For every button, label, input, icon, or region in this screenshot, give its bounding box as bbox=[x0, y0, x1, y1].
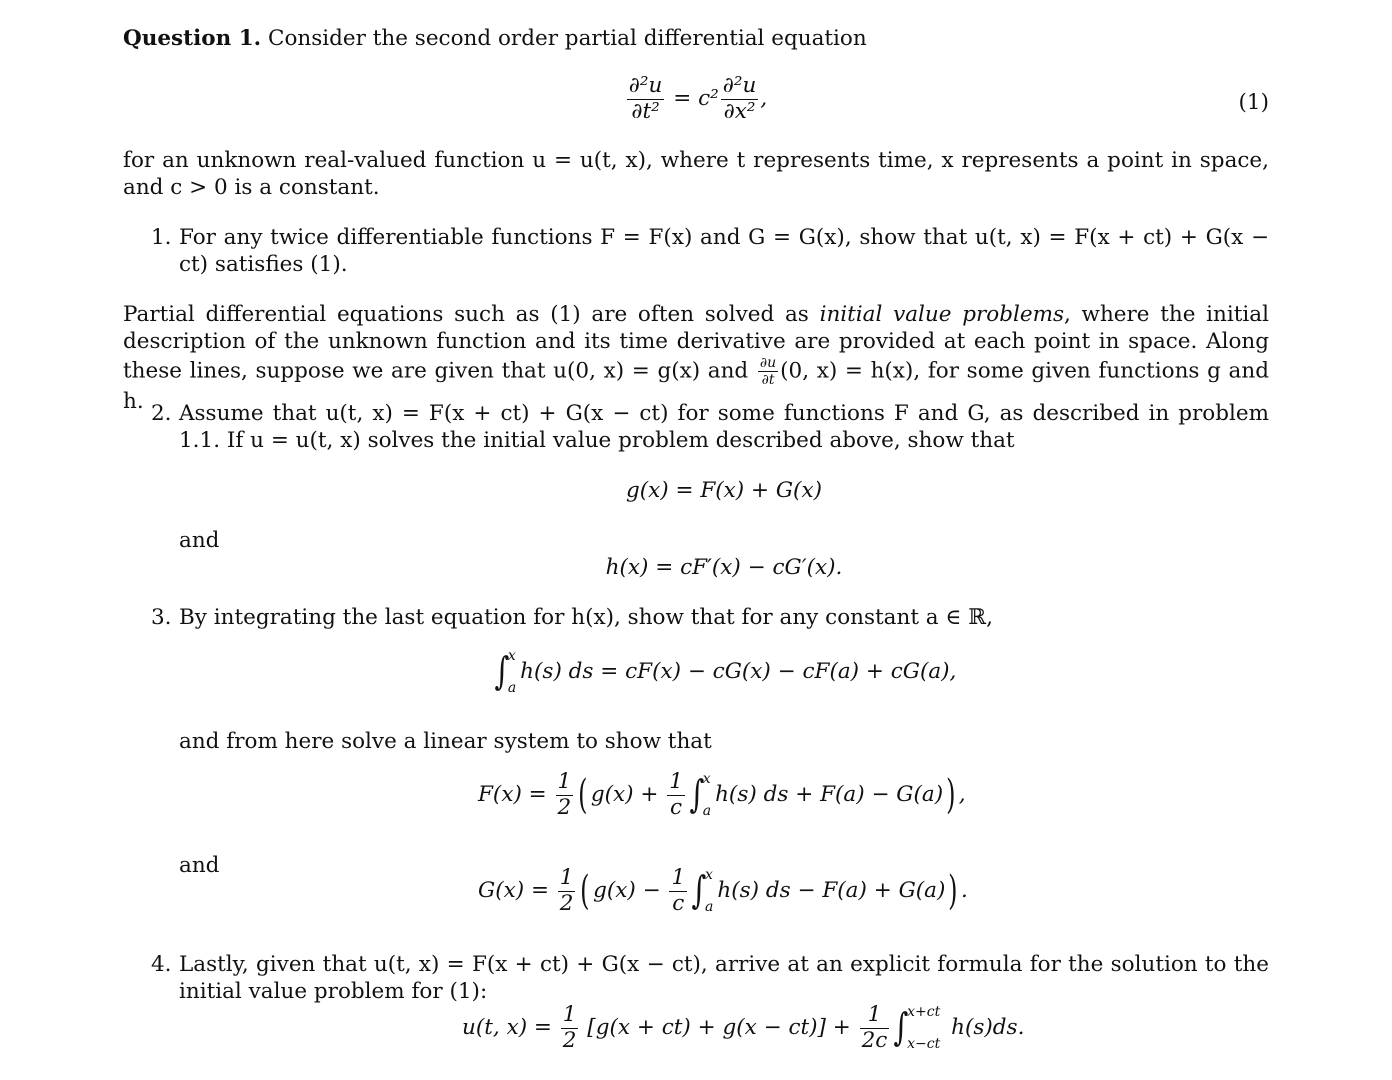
ivp-line-1a: Partial differential equations such as (1) are often solved as bbox=[123, 302, 809, 327]
item-1-line-1: For any twice differentiable functions F = F(x) and G = G(x), show that u(t, x) = F(x + ct) + G(x − ct) bbox=[179, 225, 1269, 277]
equation-integral: ∫ x a h(s) ds = cF(x) − cG(x) − cF(a) + cG(a), bbox=[494, 647, 957, 696]
equation-h: h(x) = cF′(x) − cG′(x). bbox=[605, 555, 843, 580]
equation-G: G(x) = $\frac{1}{2}$ ( g(x) − $\frac{1}{c}$ ∫ x a h(s) ds − F(a) + G(a)) . bbox=[478, 865, 968, 916]
item-2-and: and bbox=[179, 528, 220, 553]
equation-F: F(x) = $\frac{1}{2}$ ( g(x) + $\frac{1}{c}$ ∫ x a h(s) ds + F(a) − G(a)) , bbox=[478, 769, 966, 820]
intro-line-2: a constant. bbox=[259, 175, 380, 200]
item-3-and: and bbox=[179, 853, 220, 878]
item-4-line-2: value problem for (1): bbox=[248, 979, 488, 1004]
item-3-line-1: By integrating the last equation for h(x), show that for any constant a ∈ ℝ, bbox=[179, 605, 993, 630]
ivp-line-2: the unknown function and its time derivative are provided at each point in space. Along these lines, suppose we are bbox=[123, 329, 1269, 384]
item-1-line-2: satisfies (1). bbox=[214, 252, 348, 277]
question-heading-line bbox=[123, 26, 867, 53]
item-1-body bbox=[179, 224, 1269, 278]
item-3-number: 3. bbox=[151, 605, 172, 630]
ivp-line-1b: , where the initial description of bbox=[123, 302, 1269, 354]
item-3-line-2: and from here solve a linear system to show that bbox=[179, 729, 712, 754]
question-intro: Consider the second order partial differential equation bbox=[268, 26, 867, 51]
item-4-line-1: Lastly, given that u(t, x) = F(x + ct) + G(x − ct), arrive at an explicit formula for the solution to the initial bbox=[179, 952, 1269, 1004]
item-2-body bbox=[179, 400, 1269, 454]
equation-solution: u(t, x) = $\frac{1}{2}$ [g(x + ct) + g(x − ct)] + $\frac{1}{2c}$ ∫ x+ct x−ct h(s)ds. bbox=[462, 1002, 1025, 1053]
item-2-number: 2. bbox=[151, 401, 172, 426]
intro-line-1: for an unknown real-valued function u = u(t, x), where t represents time, x represents a point in space, and c > 0 is bbox=[123, 148, 1269, 200]
item-1-number: 1. bbox=[151, 225, 172, 250]
du-dt-fraction: $\frac{\partial u}{\partial t}$ bbox=[759, 355, 777, 389]
item-4-number: 4. bbox=[151, 952, 172, 977]
integral-rhs: h(s) ds = cF(x) − cG(x) − cF(a) + cG(a), bbox=[520, 658, 957, 684]
item-2-line-1: Assume that u(t, x) = F(x + ct) + G(x − ct) for some functions F and G, as described in problem 1.1. If bbox=[179, 401, 1269, 453]
question-heading: Question 1. bbox=[123, 26, 262, 51]
ivp-emphasis: initial value problems bbox=[819, 302, 1064, 327]
equation-number: (1) bbox=[1238, 90, 1269, 115]
equation-g: g(x) = F(x) + G(x) bbox=[626, 478, 822, 503]
equation-1: $\frac{\text{∂²u}}{\text{∂t²}}$ = c² $\frac{\text{∂²u}}{\text{∂x²}}$ , bbox=[628, 73, 768, 124]
intro-paragraph bbox=[123, 147, 1269, 201]
item-2-line-2: u = u(t, x) solves the initial value problem described above, show that bbox=[250, 428, 1015, 453]
ivp-line-3b: (0, x) = h(x), for some given functions g and h. bbox=[123, 358, 1269, 415]
ivp-paragraph bbox=[123, 301, 1269, 415]
ivp-line-3a: given that u(0, x) = g(x) and bbox=[434, 358, 749, 384]
item-4-body bbox=[179, 951, 1269, 1005]
